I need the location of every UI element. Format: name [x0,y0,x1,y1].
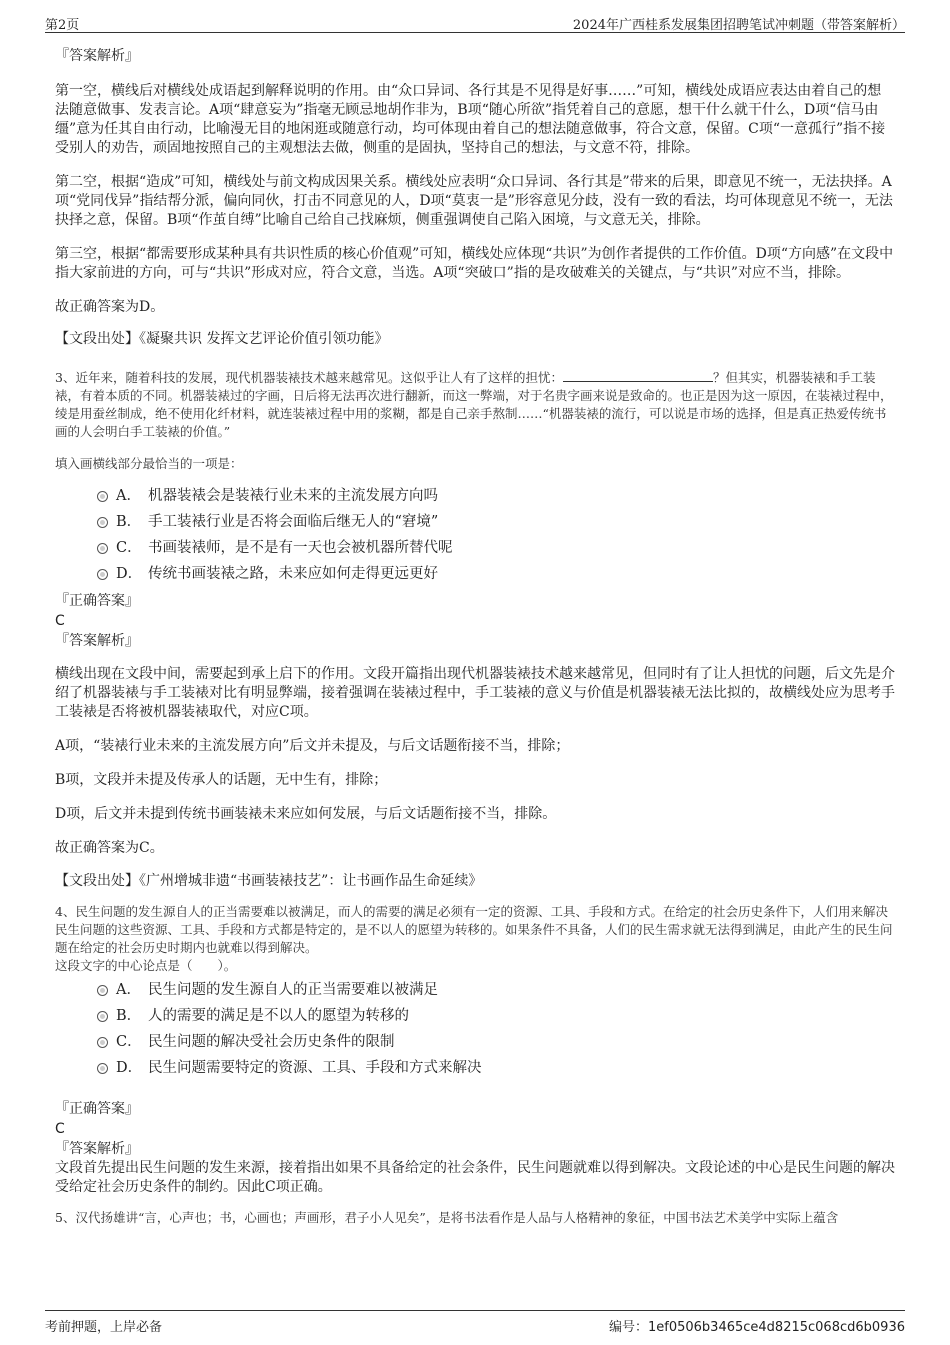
question-stem-part: 3、近年来，随着科技的发展，现代机器装裱技术越来越常见。这似乎让人有了这样的担忧： [55,370,563,385]
option-d[interactable] [55,561,895,587]
question-3 [55,369,895,891]
option-text: 人的需要的满足是不以人的愿望为转移的 [148,1008,409,1024]
radio-button[interactable] [97,569,108,580]
analysis-paragraph: B项，文段并未提及传承人的话题，无中生有，排除； [55,772,388,788]
option-letter: A． [116,488,141,504]
analysis-title: 『答案解析』 [55,633,139,649]
option-list [55,483,895,587]
radio-button[interactable] [97,1037,108,1048]
answer-title: 『正确答案』 [55,1101,139,1117]
analysis-paragraph: 第三空，根据“都需要形成某种具有共识性质的核心价值观”可知，横线处应体现“共识”为创作者提供的工作价值。D项“方向感”在文段中指大家前进的方向，可与“共识”形成对应，符合文意，当选。A项“突破口”指的是攻破难关的关键点，与“共识”对应不当，排除。 [55,246,894,281]
document-body [55,42,895,1227]
question-stem-part: ？但其实，机器装裱和手工装裱，有着本质的不同。机器装裱过的字画，日后将无法再次进行翻新，而这一弊端，对于名贵字画来说是致命的。也正是因为这一原因，在装裱过程中，绫是用蚕丝制成，绝不使用化纤材料，就连装裱过程中用的浆糊，都是自己亲手熬制……“机器装裱的流行，可以说是市场的选择，但是真正热爱传统书画的人会明白手工装裱的价值。” [55,370,893,439]
radio-button[interactable] [97,491,108,502]
page-header [45,12,905,33]
option-letter: B． [116,514,142,530]
analysis-title: 『答案解析』 [55,1141,139,1157]
option-letter: C． [116,1034,142,1050]
radio-button[interactable] [97,543,108,554]
option-text: 民生问题的解决受社会历史条件的限制 [148,1034,395,1050]
option-list [55,977,895,1081]
footer-slogan: 考前押题，上岸必备 [45,1320,163,1335]
analysis-paragraph: A项，“装裱行业未来的主流发展方向”后文并未提及，与后文话题衔接不当，排除； [55,738,570,754]
question-4 [55,903,895,1197]
option-d[interactable] [55,1055,895,1081]
option-letter: A． [116,982,141,998]
document-id: 编号：1ef0506b3465ce4d8215c068cd6b0936 [609,1320,905,1335]
option-text: 传统书画装裱之路，未来应如何走得更远更好 [148,566,438,582]
analysis-title: 『答案解析』 [55,48,139,64]
correct-answer: C [55,613,65,629]
page-footer [45,1310,905,1335]
analysis-paragraph: 第一空，横线后对横线处成语起到解释说明的作用。由“众口异词、各行其是不见得是好事……”可知，横线处成语应表达由着自己的想法随意做事、发表言论。A项“肆意妄为”指毫无顾忌地胡作非为，B项“随心所欲”指凭着自己的意愿，想干什么就干什么，D项“信马由缰”意为任其自由行动，比喻漫无目的地闲逛或随意行动，均可体现由着自己的想法随意做事，符合文意，保留。C项“一意孤行”指不接受别人的劝告，顽固地按照自己的主观想法去做，侧重的是固执，坚持自己的想法，与文意不符，排除。 [55,83,886,156]
analysis-paragraph: D项，后文并未提到传统书画装裱未来应如何发展，与后文话题衔接不当，排除。 [55,806,557,822]
question-5-stem: 5、汉代扬雄讲“言，心声也；书，心画也；声画形，君子小人见矣”，是将书法看作是人品与人格精神的象征，中国书法艺术美学中实际上蕴含 [55,1210,839,1225]
question-stem [55,369,895,441]
analysis-paragraph: 横线出现在文段中间，需要起到承上启下的作用。文段开篇指出现代机器装裱技术越来越常见，但同时有了让人担忧的问题，后文先是介绍了机器装裱与手工装裱对比有明显弊端，接着强调在装裱过程中，手工装裱的意义与价值是机器装裱无法比拟的，故横线处应为思考手工装裱是否将被机器装裱取代，对应C项。 [55,666,895,720]
answer-title: 『正确答案』 [55,593,139,609]
analysis-paragraph: 第二空，根据“造成”可知，横线处与前文构成因果关系。横线处应表明“众口异词、各行其是”带来的后果，即意见不统一，无法抉择。A项“党同伐异”指结帮分派，偏向同伙，打击不同意见的人，D项“莫衷一是”形容意见分歧，没有一致的看法，均可体现意见不统一，无法抉择之意，保留。B项“作茧自缚”比喻自己给自己找麻烦，侧重强调使自己陷入困境，与文意无关，排除。 [55,174,893,228]
option-text: 书画装裱师，是不是有一天也会被机器所替代呢 [148,540,453,556]
option-text: 民生问题需要特定的资源、工具、手段和方式来解决 [148,1060,482,1076]
radio-button[interactable] [97,1011,108,1022]
radio-button[interactable] [97,985,108,996]
source-citation: 【文段出处】《广州增城非遗“书画装裱技艺”：让书画作品生命延续》 [55,873,483,889]
document-title: 2024年广西桂系发展集团招聘笔试冲刺题（带答案解析） [572,18,905,33]
option-c[interactable] [55,535,895,561]
option-text: 手工装裱行业是否将会面临后继无人的“窘境” [148,514,439,530]
option-letter: B． [116,1008,142,1024]
radio-button[interactable] [97,1063,108,1074]
conclusion: 故正确答案为C。 [55,840,164,856]
option-text: 民生问题的发生源自人的正当需要难以被满足 [148,982,438,998]
question-stem: 4、民生问题的发生源自人的正当需要难以被满足，而人的需要的满足必须有一定的资源、工具、手段和方式。在给定的社会历史条件下，人们用来解决民生问题的这些资源、工具、手段和方式都是特定的，是不以人的愿望为转移的。如果条件不具备，人们的民生需求就无法得到满足，由此产生的民生问题在给定的社会历史时期内也就难以得到解决。 [55,904,893,955]
option-b[interactable] [55,1003,895,1029]
fill-blank [563,369,713,382]
option-c[interactable] [55,1029,895,1055]
correct-answer: C [55,1121,65,1137]
option-b[interactable] [55,509,895,535]
option-a[interactable] [55,483,895,509]
option-letter: C． [116,540,142,556]
analysis-paragraph: 文段首先提出民生问题的发生来源，接着指出如果不具备给定的社会条件，民生问题就难以得到解决。文段论述的中心是民生问题的解决受给定社会历史条件的制约。因此C项正确。 [55,1160,895,1195]
option-text: 机器装裱会是装裱行业未来的主流发展方向吗 [148,488,438,504]
radio-button[interactable] [97,517,108,528]
question-prompt: 填入画横线部分最恰当的一项是： [55,456,243,471]
option-letter: D． [116,566,143,582]
source-citation: 【文段出处】《凝聚共识 发挥文艺评论价值引领功能》 [55,331,389,347]
question-prompt: 这段文字的中心论点是（ ）。 [55,958,237,973]
conclusion: 故正确答案为D。 [55,299,165,315]
option-letter: D． [116,1060,143,1076]
option-a[interactable] [55,977,895,1003]
page-number: 第2页 [45,18,80,33]
